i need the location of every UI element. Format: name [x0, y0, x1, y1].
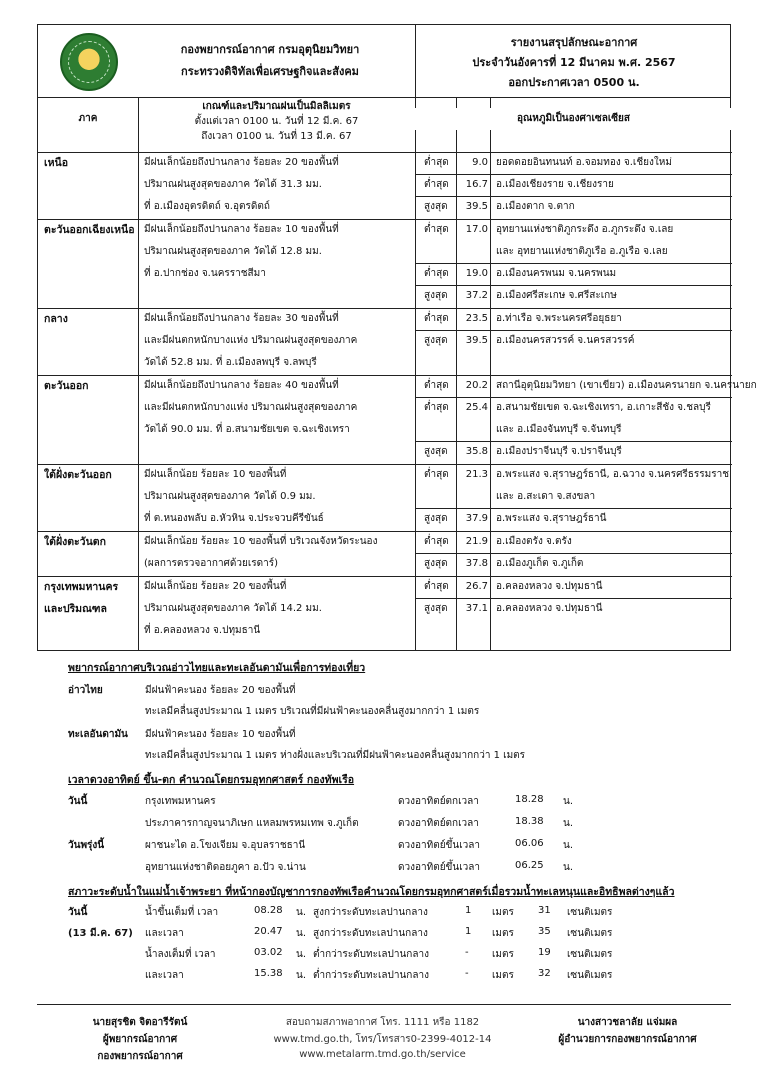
- tide-meter-value: -: [465, 947, 469, 958]
- tide-day-label: วันนี้: [68, 907, 88, 918]
- rain-description: มีฝนเล็กน้อย ร้อยละ 10 ของพื้นที่: [144, 469, 287, 480]
- andaman-label: ทะเลอันดามัน: [68, 729, 128, 740]
- rain-description: (ผลการตรวจอากาศด้วยเรดาร์): [144, 558, 279, 569]
- gulf-line-2: ทะเลมีคลื่นสูงประมาณ 1 เมตร บริเวณที่มีฝนฟ้าคะนองคลื่นสูงมากกว่า 1 เมตร: [145, 706, 480, 717]
- temp-location: สถานีอุตุนิยมวิทยา (เขาเขียว) อ.เมืองนครนายก จ.นครนายก: [496, 380, 757, 391]
- tide-cm-value: 19: [538, 947, 551, 958]
- sun-time: 06.06: [515, 838, 544, 849]
- forecaster-dept: กองพยากรณ์อากาศ: [97, 1051, 183, 1062]
- forecaster-role: ผู้พยากรณ์อากาศ: [102, 1034, 178, 1045]
- tide-time: 15.38: [254, 968, 283, 979]
- tide-time: 20.47: [254, 926, 283, 937]
- temp-kind: สูงสุด: [424, 201, 448, 212]
- marine-forecast-title: พยากรณ์อากาศบริเวณอ่าวไทยและทะเลอันดามันเพื่อการท่องเที่ยว: [68, 662, 366, 674]
- tide-cm-value: 32: [538, 968, 551, 979]
- tide-desc: และเวลา: [145, 928, 184, 939]
- tide-unit-cm: เซนติเมตร: [567, 970, 613, 981]
- temp-value: 9.0: [472, 157, 488, 168]
- tide-unit-cm: เซนติเมตร: [567, 928, 613, 939]
- tide-desc: น้ำขึ้นเต็มที่ เวลา: [145, 907, 219, 918]
- col-header-temp: อุณหภูมิเป็นองศาเซลเซียส: [415, 108, 732, 130]
- sun-event: ดวงอาทิตย์ขึ้นเวลา: [398, 862, 481, 873]
- temp-location: อ.เมืองนครพนม จ.นครพนม: [496, 268, 617, 279]
- tide-cm-value: 35: [538, 926, 551, 937]
- temp-kind: ต่ำสุด: [424, 469, 449, 480]
- temp-location: และ อุทยานแห่งชาติภูเรือ อ.ภูเรือ จ.เลย: [496, 246, 668, 257]
- temp-value: 35.8: [465, 446, 488, 457]
- report-time: ออกประกาศเวลา 0500 น.: [508, 76, 640, 89]
- temp-kind: ต่ำสุด: [424, 313, 449, 324]
- temp-location: อ.คลองหลวง จ.ปทุมธานี: [496, 581, 603, 592]
- gulf-label: อ่าวไทย: [68, 685, 103, 696]
- temp-location: อ.สนามชัยเขต จ.ฉะเชิงเทรา, อ.เกาะสีชัง จ.ชลบุรี: [496, 402, 711, 413]
- col-header-region: ภาค: [78, 113, 98, 124]
- temp-value: 21.9: [465, 536, 488, 547]
- sun-unit: น.: [563, 840, 574, 851]
- tide-unit-n: น.: [296, 907, 307, 918]
- tide-relation: ต่ำกว่าระดับทะเลปานกลาง: [313, 970, 429, 981]
- temp-kind: สูงสุด: [424, 513, 448, 524]
- report-date: ประจำวันอังคารที่ 12 มีนาคม พ.ศ. 2567: [472, 56, 676, 69]
- tide-unit-n: น.: [296, 928, 307, 939]
- temp-value: 37.1: [465, 603, 488, 614]
- rain-description: มีฝนเล็กน้อยถึงปานกลาง ร้อยละ 10 ของพื้นที่: [144, 224, 339, 235]
- region-name: กลาง: [44, 313, 68, 325]
- rain-description: ปริมาณฝนสูงสุดของภาค วัดได้ 0.9 มม.: [144, 491, 316, 502]
- region-name: ตะวันออก: [44, 380, 89, 392]
- sun-event: ดวงอาทิตย์ตกเวลา: [398, 796, 479, 807]
- region-name: ตะวันออกเฉียงเหนือ: [44, 224, 135, 236]
- rain-description: มีฝนเล็กน้อยถึงปานกลาง ร้อยละ 20 ของพื้นที่: [144, 157, 339, 168]
- tide-title: สภาวะระดับน้ำในแม่น้ำเจ้าพระยา ที่หน้ากองบัญชาการกองทัพเรือคำนวณโดยกรมอุทกศาสตร์เมื่อรวมน้ำทะเลหนุนและอิทธิพลต่างๆแล้ว: [68, 886, 675, 898]
- tide-desc: และเวลา: [145, 970, 184, 981]
- temp-value: 26.7: [465, 581, 488, 592]
- temp-value: 37.9: [465, 513, 488, 524]
- temp-location: ยอดดอยอินทนนท์ อ.จอมทอง จ.เชียงใหม่: [496, 157, 672, 168]
- temp-kind: ต่ำสุด: [424, 402, 449, 413]
- tide-unit-m: เมตร: [492, 928, 514, 939]
- temp-location: อ.พระแสง จ.สุราษฎร์ธานี: [496, 513, 607, 524]
- temp-kind: ต่ำสุด: [424, 179, 449, 190]
- tide-meter-value: -: [465, 968, 469, 979]
- temp-kind: สูงสุด: [424, 558, 448, 569]
- temp-kind: ต่ำสุด: [424, 224, 449, 235]
- rain-description: มีฝนเล็กน้อยถึงปานกลาง ร้อยละ 30 ของพื้นที่: [144, 313, 339, 324]
- sun-time: 18.38: [515, 816, 544, 827]
- report-title-block: [416, 33, 732, 93]
- tide-relation: สูงกว่าระดับทะเลปานกลาง: [313, 928, 428, 939]
- col-header-rain-title: เกณฑ์และปริมาณฝนเป็นมิลลิเมตร: [202, 101, 351, 112]
- sun-times-title: เวลาดวงอาทิตย์ ขึ้น-ตก คำนวณโดยกรมอุทกศาสตร์ กองทัพเรือ: [68, 774, 355, 786]
- temp-kind: สูงสุด: [424, 290, 448, 301]
- tide-date-label: (13 มี.ค. 67): [68, 928, 133, 939]
- rain-description: ที่ อ.เมืองอุตรดิตถ์ จ.อุตรดิตถ์: [144, 201, 270, 212]
- org-block: [134, 39, 406, 83]
- temp-location: อ.เมืองศรีสะเกษ จ.ศรีสะเกษ: [496, 290, 617, 301]
- sun-unit: น.: [563, 862, 574, 873]
- org-line-1: กองพยากรณ์อากาศ กรมอุตุนิยมวิทยา: [180, 43, 360, 56]
- sun-unit: น.: [563, 796, 574, 807]
- report-title: รายงานสรุปลักษณะอากาศ: [510, 36, 638, 49]
- region-name: เหนือ: [44, 157, 68, 169]
- rain-description: ที่ ต.หนองพลับ อ.หัวหิน จ.ประจวบคีรีขันธ์: [144, 513, 324, 524]
- forecaster-name: นายสุรชิต จิตอารีรัตน์: [92, 1017, 188, 1028]
- andaman-line-2: ทะเลมีคลื่นสูงประมาณ 1 เมตร ห่างฝั่งและบริเวณที่มีฝนฟ้าคะนองคลื่นสูงมากกว่า 1 เมตร: [145, 750, 526, 761]
- temp-value: 37.8: [465, 558, 488, 569]
- director-name: นางสาวชลาลัย แจ่มผล: [577, 1017, 678, 1028]
- temp-location: อ.เมืองตรัง จ.ตรัง: [496, 536, 572, 547]
- temp-location: อ.เมืองนครสวรรค์ จ.นครสวรรค์: [496, 335, 635, 346]
- temp-value: 39.5: [465, 335, 488, 346]
- tide-unit-n: น.: [296, 970, 307, 981]
- temp-value: 39.5: [465, 201, 488, 212]
- temp-location: อุทยานแห่งชาติภูกระดึง อ.ภูกระดึง จ.เลย: [496, 224, 674, 235]
- temp-kind: ต่ำสุด: [424, 157, 449, 168]
- temp-location: และ อ.สะเดา จ.สงขลา: [496, 491, 596, 502]
- temp-kind: ต่ำสุด: [424, 581, 449, 592]
- temp-location: อ.เมืองภูเก็ต จ.ภูเก็ต: [496, 558, 584, 569]
- sun-event: ดวงอาทิตย์ตกเวลา: [398, 818, 479, 829]
- org-line-2: กระทรวงดิจิทัลเพื่อเศรษฐกิจและสังคม: [181, 65, 359, 78]
- temp-kind: ต่ำสุด: [424, 536, 449, 547]
- tide-desc: น้ำลงเต็มที่ เวลา: [145, 949, 216, 960]
- tide-cm-value: 31: [538, 905, 551, 916]
- andaman-line-1: มีฝนฟ้าคะนอง ร้อยละ 10 ของพื้นที่: [145, 729, 296, 740]
- region-name: และปริมณฑล: [44, 603, 107, 615]
- temp-kind: สูงสุด: [424, 446, 448, 457]
- temp-value: 16.7: [465, 179, 488, 190]
- contact-web[interactable]: www.tmd.go.th, โทร/โทรสาร0-2399-4012-14: [273, 1034, 492, 1045]
- temp-value: 17.0: [465, 224, 488, 235]
- rain-description: และมีฝนตกหนักบางแห่ง ปริมาณฝนสูงสุดของภาค: [144, 402, 358, 413]
- sun-place: ผาชนะได อ.โขงเจียม จ.อุบลราชธานี: [145, 840, 306, 851]
- tmd-logo: [60, 33, 118, 91]
- rain-description: วัดได้ 90.0 มม. ที่ อ.สนามชัยเขต จ.ฉะเชิงเทรา: [144, 424, 350, 435]
- rain-description: มีฝนเล็กน้อย ร้อยละ 10 ของพื้นที่ บริเวณจังหวัดระนอง: [144, 536, 378, 547]
- temp-kind: ต่ำสุด: [424, 380, 449, 391]
- sun-unit: น.: [563, 818, 574, 829]
- tide-meter-value: 1: [465, 905, 472, 916]
- tide-unit-m: เมตร: [492, 949, 514, 960]
- tide-unit-cm: เซนติเมตร: [567, 949, 613, 960]
- tide-unit-cm: เซนติเมตร: [567, 907, 613, 918]
- tide-relation: ต่ำกว่าระดับทะเลปานกลาง: [313, 949, 429, 960]
- sun-time: 18.28: [515, 794, 544, 805]
- temp-location: อ.เมืองเชียงราย จ.เชียงราย: [496, 179, 614, 190]
- temp-value: 37.2: [465, 290, 488, 301]
- temp-value: 20.2: [465, 380, 488, 391]
- rain-description: และมีฝนตกหนักบางแห่ง ปริมาณฝนสูงสุดของภาค: [144, 335, 358, 346]
- director-role: ผู้อำนวยการกองพยากรณ์อากาศ: [558, 1034, 697, 1045]
- tide-time: 03.02: [254, 947, 283, 958]
- tide-relation: สูงกว่าระดับทะเลปานกลาง: [313, 907, 428, 918]
- temp-location: อ.เมืองตาก จ.ตาก: [496, 201, 575, 212]
- sun-time: 06.25: [515, 860, 544, 871]
- temp-location: อ.ท่าเรือ จ.พระนครศรีอยุธยา: [496, 313, 622, 324]
- rain-description: มีฝนเล็กน้อย ร้อยละ 20 ของพื้นที่: [144, 581, 287, 592]
- tide-meter-value: 1: [465, 926, 472, 937]
- temp-value: 23.5: [465, 313, 488, 324]
- region-name: ใต้ฝั่งตะวันออก: [44, 469, 112, 481]
- temp-value: 25.4: [465, 402, 488, 413]
- tide-unit-n: น.: [296, 949, 307, 960]
- rain-description: ปริมาณฝนสูงสุดของภาค วัดได้ 12.8 มม.: [144, 246, 322, 257]
- temp-value: 19.0: [465, 268, 488, 279]
- report-header: [37, 24, 731, 98]
- rain-description: วัดได้ 52.8 มม. ที่ อ.เมืองลพบุรี จ.ลพบุรี: [144, 357, 317, 368]
- rain-description: มีฝนเล็กน้อยถึงปานกลาง ร้อยละ 40 ของพื้นที่: [144, 380, 339, 391]
- col-header-rain-from: ตั้งแต่เวลา 0100 น. วันที่ 12 มี.ค. 67: [194, 116, 359, 127]
- temp-location: อ.คลองหลวง จ.ปทุมธานี: [496, 603, 603, 614]
- temp-location: อ.พระแสง จ.สุราษฎร์ธานี, อ.ฉวาง จ.นครศรีธรรมราช: [496, 469, 729, 480]
- rain-description: ปริมาณฝนสูงสุดของภาค วัดได้ 14.2 มม.: [144, 603, 322, 614]
- tide-unit-m: เมตร: [492, 907, 514, 918]
- col-header-rain-to: ถึงเวลา 0100 น. วันที่ 13 มี.ค. 67: [201, 131, 352, 142]
- region-name: ใต้ฝั่งตะวันตก: [44, 536, 106, 548]
- temp-location: และ อ.เมืองจันทบุรี จ.จันทบุรี: [496, 424, 622, 435]
- rain-description: ที่ อ.คลองหลวง จ.ปทุมธานี: [144, 625, 261, 636]
- rain-description: ปริมาณฝนสูงสุดของภาค วัดได้ 31.3 มม.: [144, 179, 322, 190]
- sun-place: อุทยานแห่งชาติดอยภูคา อ.ปัว จ.น่าน: [145, 862, 306, 873]
- weather-summary-table: [37, 98, 757, 651]
- region-name: กรุงเทพมหานคร: [44, 581, 119, 593]
- temp-location: อ.เมืองปราจีนบุรี จ.ปราจีนบุรี: [496, 446, 622, 457]
- tide-unit-m: เมตร: [492, 970, 514, 981]
- sun-event: ดวงอาทิตย์ขึ้นเวลา: [398, 840, 481, 851]
- sun-place: ประภาคารกาญจนาภิเษก แหลมพรหมเทพ จ.ภูเก็ต: [145, 818, 359, 829]
- contact-service-link[interactable]: www.metalarm.tmd.go.th/service: [299, 1049, 466, 1060]
- footer-rule: [37, 1004, 731, 1005]
- rain-description: ที่ อ.ปากช่อง จ.นครราชสีมา: [144, 268, 266, 279]
- temp-kind: สูงสุด: [424, 335, 448, 346]
- sun-today-label: วันนี้: [68, 796, 88, 807]
- contact-phone: สอบถามสภาพอากาศ โทร. 1111 หรือ 1182: [285, 1017, 480, 1028]
- sun-place: กรุงเทพมหานคร: [145, 796, 216, 807]
- temp-kind: สูงสุด: [424, 603, 448, 614]
- temp-value: 21.3: [465, 469, 488, 480]
- gulf-line-1: มีฝนฟ้าคะนอง ร้อยละ 20 ของพื้นที่: [145, 685, 296, 696]
- tide-time: 08.28: [254, 905, 283, 916]
- temp-kind: ต่ำสุด: [424, 268, 449, 279]
- sun-tomorrow-label: วันพรุ่งนี้: [68, 840, 105, 851]
